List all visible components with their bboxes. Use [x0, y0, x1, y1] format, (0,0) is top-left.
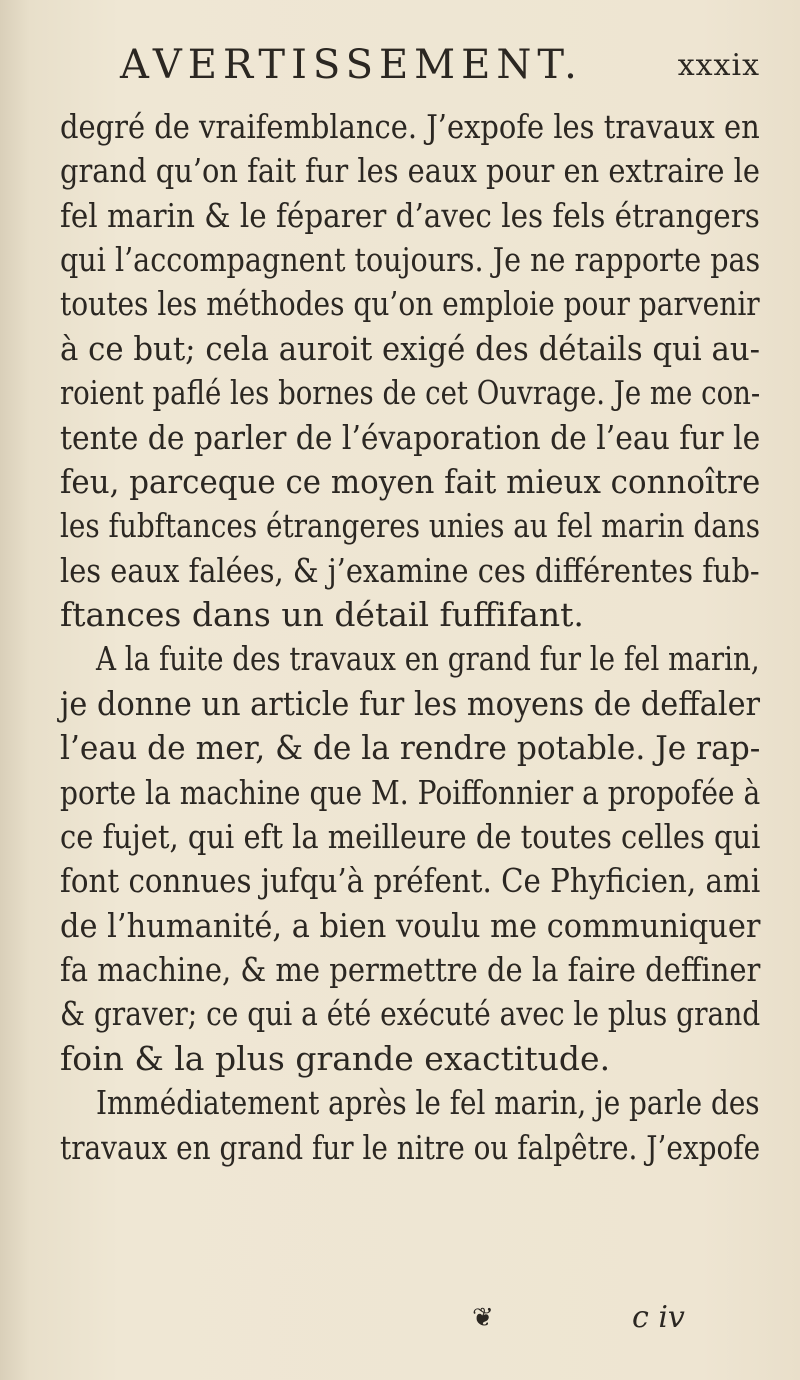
text-line: les eaux falées, & j’examine ces différentes fub- [60, 551, 760, 590]
text-line: de l’humanité, a bien voulu me communiquer [60, 906, 761, 945]
catchword: c iv [632, 1300, 685, 1335]
text-line: degré de vraifemblance. J’expofe les travaux en [60, 107, 760, 146]
text-line: toutes les méthodes qu’on emploie pour parvenir [60, 284, 760, 323]
running-title: AVERTISSEMENT. [120, 42, 583, 88]
text-line: grand qu’on fait fur les eaux pour en extraire le [60, 151, 760, 190]
page-footer [0, 1292, 800, 1342]
text-line: Immédiatement après le fel marin, je parle des [96, 1083, 760, 1122]
text-line: ftances dans un détail fuffifant. [60, 595, 584, 634]
text-line: fel marin & le féparer d’avec les fels étrangers [60, 196, 760, 235]
text-line: l’eau de mer, & de la rendre potable. Je rap- [60, 728, 761, 767]
text-line: tente de parler de l’évaporation de l’eau fur le [60, 418, 761, 457]
signature-mark-icon: ❦ [472, 1303, 494, 1333]
text-line: A la fuite des travaux en grand fur le fel marin, [96, 639, 760, 678]
text-line: porte la machine que M. Poiffonnier a propofée à [60, 773, 761, 812]
text-line: foin & la plus grande exactitude. [60, 1039, 611, 1078]
text-line: à ce but; cela auroit exigé des détails qui au- [60, 329, 761, 368]
text-line: feu, parceque ce moyen fait mieux connoître [60, 462, 761, 501]
text-line: & graver; ce qui a été exécuté avec le plus grand [60, 994, 761, 1033]
text-line: roient paflé les bornes de cet Ouvrage. Je me con- [60, 373, 761, 412]
page-number: xxxix [677, 48, 760, 83]
text-line: qui l’accompagnent toujours. Je ne rapporte pas [60, 240, 761, 279]
text-line: fa machine, & me permettre de la faire deffiner [60, 950, 761, 989]
text-line: je donne un article fur les moyens de deffaler [60, 684, 761, 723]
page-header [120, 40, 760, 90]
text-line: ce fujet, qui eft la meilleure de toutes celles qui [60, 817, 761, 856]
text-line: les fubftances étrangeres unies au fel marin dans [60, 506, 761, 545]
text-line: travaux en grand fur le nitre ou falpêtre. J’expofe [60, 1128, 761, 1167]
text-line: font connues jufqu’à préfent. Ce Phyficien, ami [60, 861, 761, 900]
